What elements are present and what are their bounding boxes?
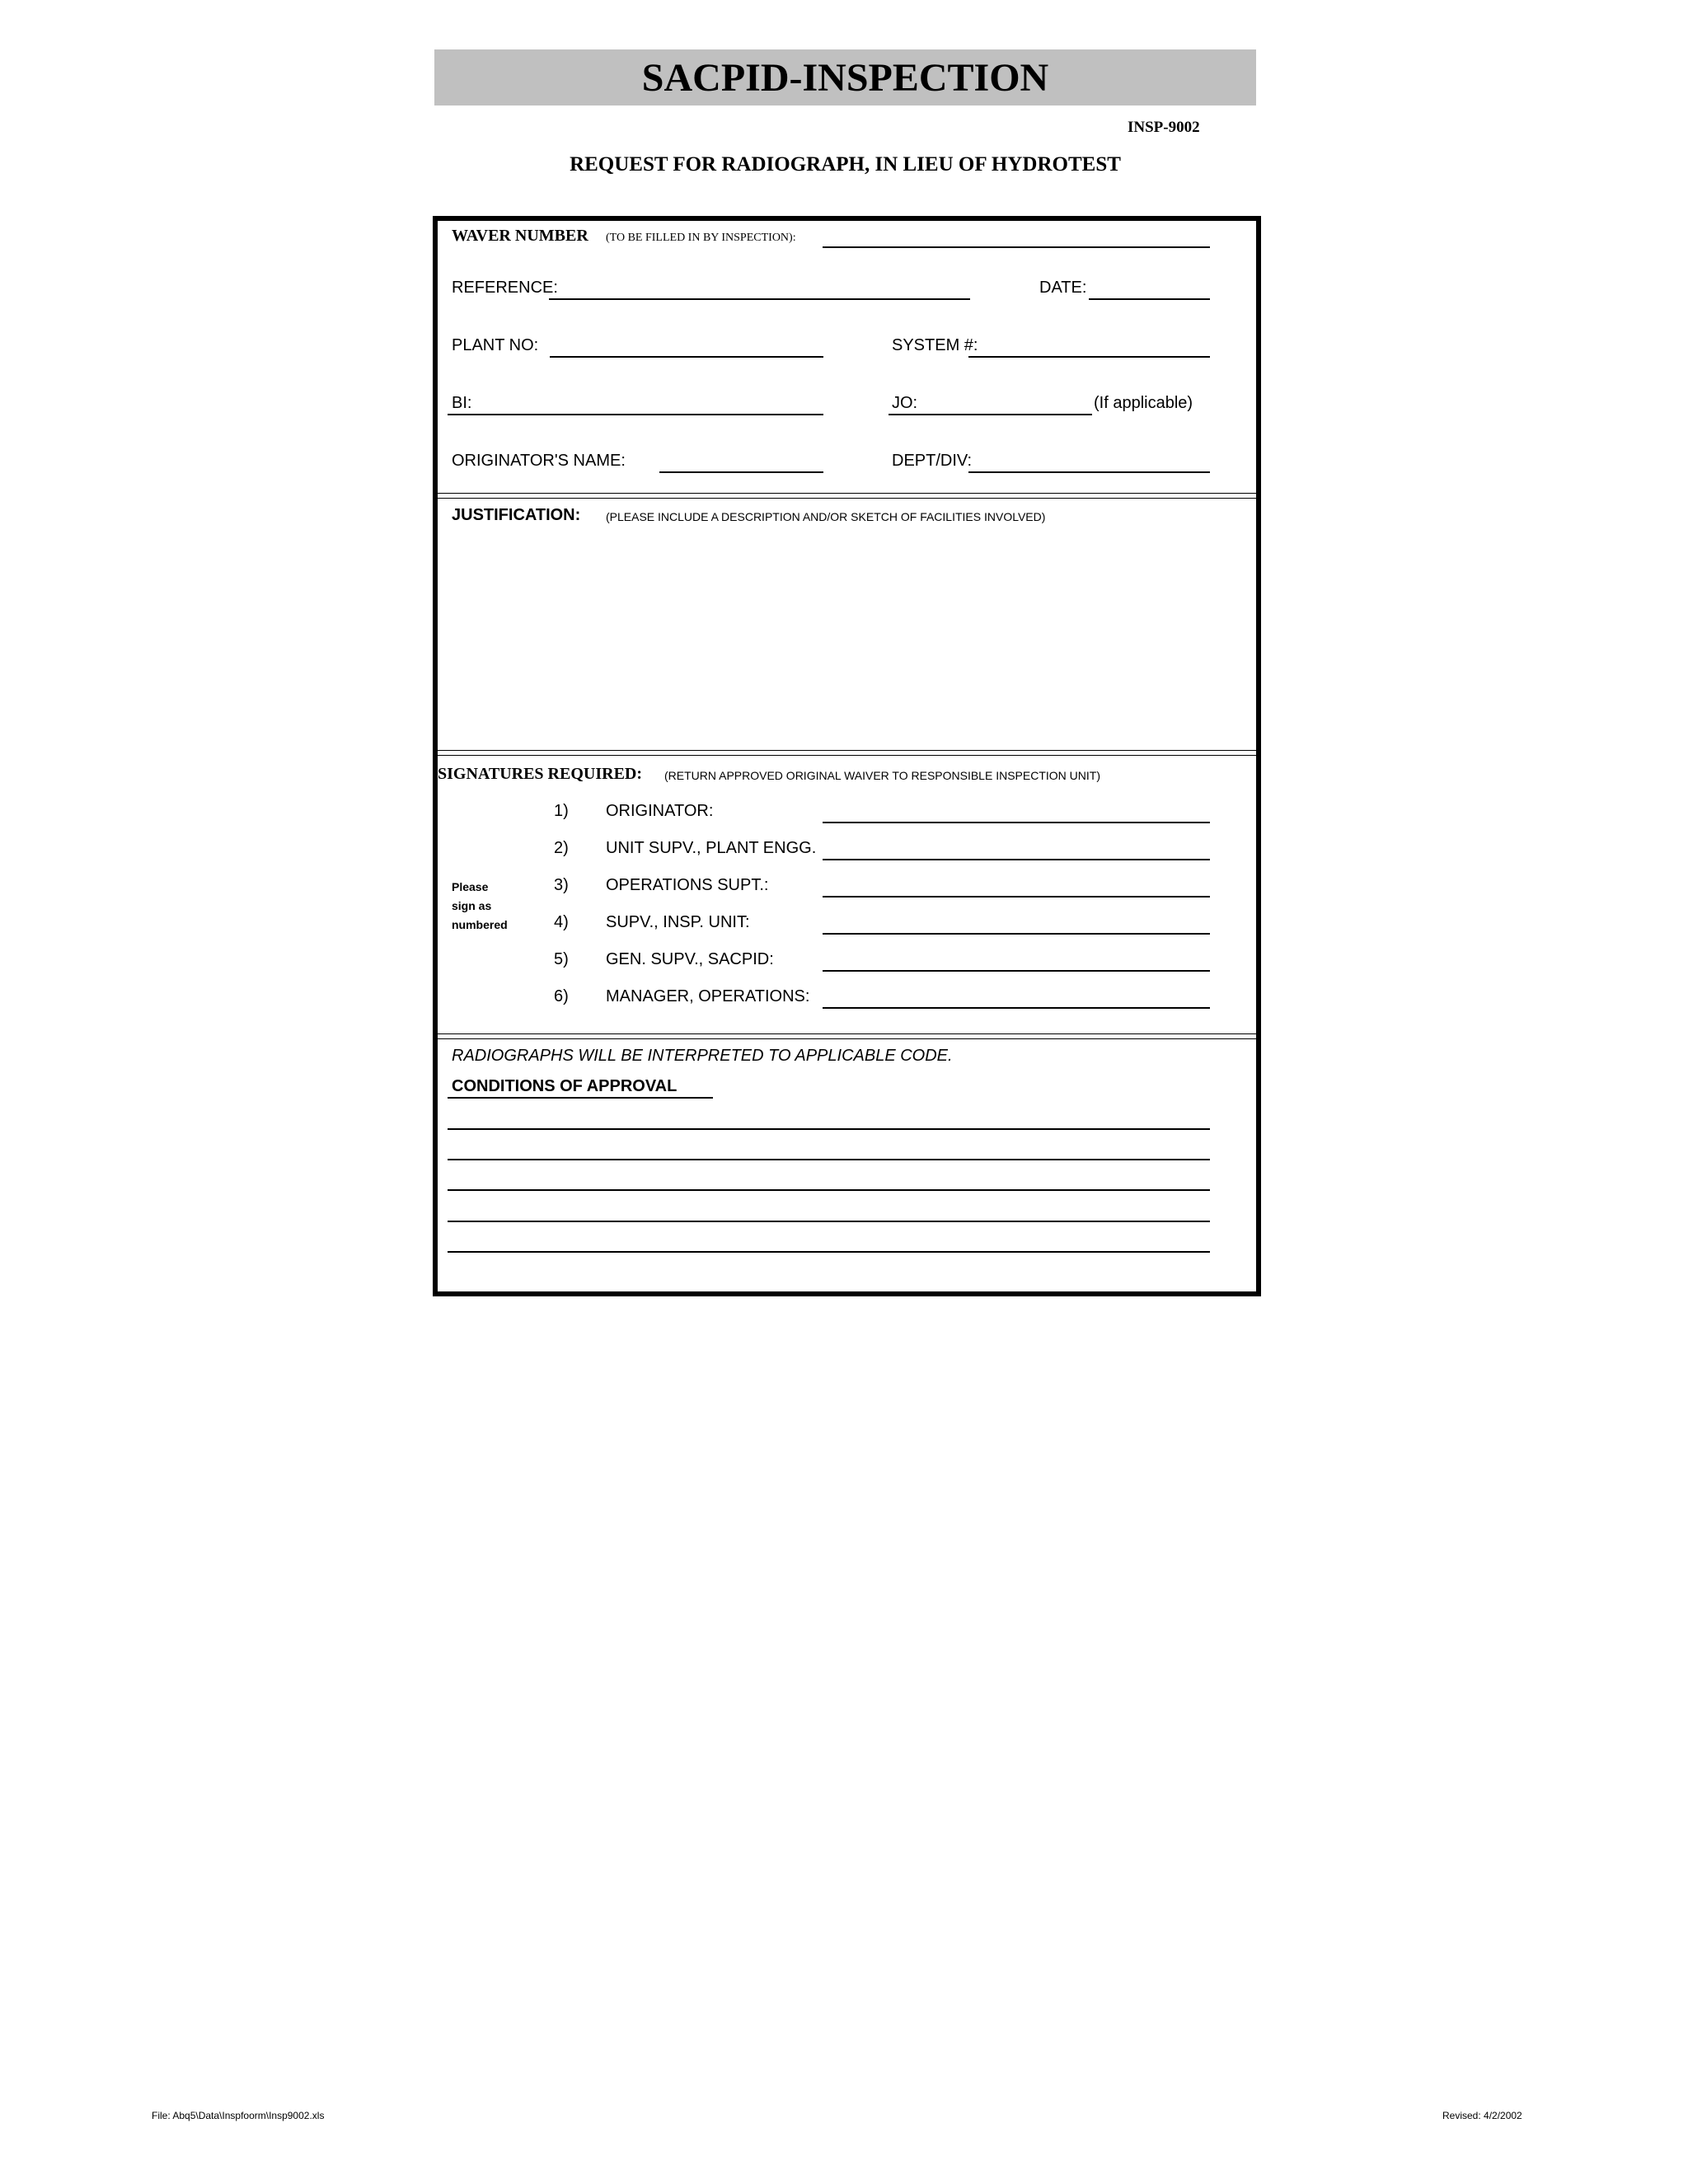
- sign-note-line: sign as: [452, 899, 492, 912]
- signature-number: 2): [554, 839, 569, 857]
- jo-note: (If applicable): [1094, 394, 1193, 412]
- signature-label: SUPV., INSP. UNIT:: [606, 913, 750, 931]
- dept-div-label: DEPT/DIV:: [892, 452, 973, 470]
- system-field[interactable]: [968, 356, 1210, 358]
- conditions-line[interactable]: [448, 1189, 1210, 1191]
- date-field[interactable]: [1089, 298, 1210, 300]
- reference-label: REFERENCE:: [452, 279, 558, 297]
- section-divider: [438, 498, 1256, 499]
- conditions-underline: [448, 1097, 713, 1099]
- originator-name-label: ORIGINATOR'S NAME:: [452, 452, 626, 470]
- signatures-label: SIGNATURES REQUIRED:: [438, 765, 643, 783]
- form-subtitle: REQUEST FOR RADIOGRAPH, IN LIEU OF HYDROTEST: [570, 153, 1121, 176]
- jo-label: JO:: [892, 394, 918, 412]
- signature-number: 1): [554, 802, 569, 820]
- section-divider: [438, 1038, 1256, 1039]
- form-title: SACPID-INSPECTION: [434, 49, 1256, 105]
- signature-line-originator[interactable]: [823, 822, 1210, 823]
- waver-number-note: (TO BE FILLED IN BY INSPECTION):: [606, 232, 796, 244]
- jo-field[interactable]: [889, 414, 1092, 415]
- signature-number: 6): [554, 987, 569, 1005]
- justification-area[interactable]: [445, 534, 1245, 740]
- signature-label: ORIGINATOR:: [606, 802, 714, 820]
- section-divider: [438, 755, 1256, 756]
- section-divider: [438, 1033, 1256, 1034]
- form-frame: [433, 216, 1261, 1296]
- originator-name-field[interactable]: [659, 471, 823, 473]
- conditions-line[interactable]: [448, 1159, 1210, 1160]
- sign-note-line: numbered: [452, 918, 508, 931]
- justification-note: (PLEASE INCLUDE A DESCRIPTION AND/OR SKETCH OF FACILITIES INVOLVED): [606, 510, 1046, 523]
- justification-label: JUSTIFICATION:: [452, 506, 581, 524]
- signature-label: MANAGER, OPERATIONS:: [606, 987, 810, 1005]
- conditions-line[interactable]: [448, 1251, 1210, 1253]
- date-label: DATE:: [1039, 279, 1087, 297]
- plant-no-label: PLANT NO:: [452, 336, 539, 354]
- radiographs-note: RADIOGRAPHS WILL BE INTERPRETED TO APPLICABLE CODE.: [452, 1047, 953, 1065]
- signature-line-unit-supv[interactable]: [823, 859, 1210, 860]
- system-label: SYSTEM #:: [892, 336, 978, 354]
- signature-label: GEN. SUPV., SACPID:: [606, 950, 774, 968]
- bi-field[interactable]: [448, 414, 823, 415]
- bi-label: BI:: [452, 394, 472, 412]
- signature-number: 4): [554, 913, 569, 931]
- signature-line-operations-supt[interactable]: [823, 896, 1210, 898]
- footer-revised: Revised: 4/2/2002: [1442, 2110, 1522, 2121]
- waver-number-field[interactable]: [823, 246, 1210, 248]
- signature-label: UNIT SUPV., PLANT ENGG.: [606, 839, 817, 857]
- signature-number: 5): [554, 950, 569, 968]
- conditions-line[interactable]: [448, 1221, 1210, 1222]
- conditions-line[interactable]: [448, 1128, 1210, 1130]
- signatures-note: (RETURN APPROVED ORIGINAL WAIVER TO RESPONSIBLE INSPECTION UNIT): [664, 769, 1100, 782]
- signature-line-insp-unit[interactable]: [823, 933, 1210, 935]
- sign-note-line: Please: [452, 880, 489, 893]
- form-code: INSP-9002: [1128, 119, 1200, 136]
- footer-file-path: File: Abq5\Data\Inspfoorm\Insp9002.xls: [152, 2110, 325, 2121]
- plant-no-field[interactable]: [550, 356, 823, 358]
- section-divider: [438, 750, 1256, 751]
- signature-line-gen-supv[interactable]: [823, 970, 1210, 972]
- dept-div-field[interactable]: [968, 471, 1210, 473]
- conditions-label: CONDITIONS OF APPROVAL: [452, 1077, 678, 1095]
- signature-line-manager-operations[interactable]: [823, 1007, 1210, 1009]
- signature-label: OPERATIONS SUPT.:: [606, 876, 769, 894]
- signature-number: 3): [554, 876, 569, 894]
- section-divider: [438, 493, 1256, 494]
- waver-number-label: WAVER NUMBER: [452, 227, 588, 245]
- reference-field[interactable]: [549, 298, 970, 300]
